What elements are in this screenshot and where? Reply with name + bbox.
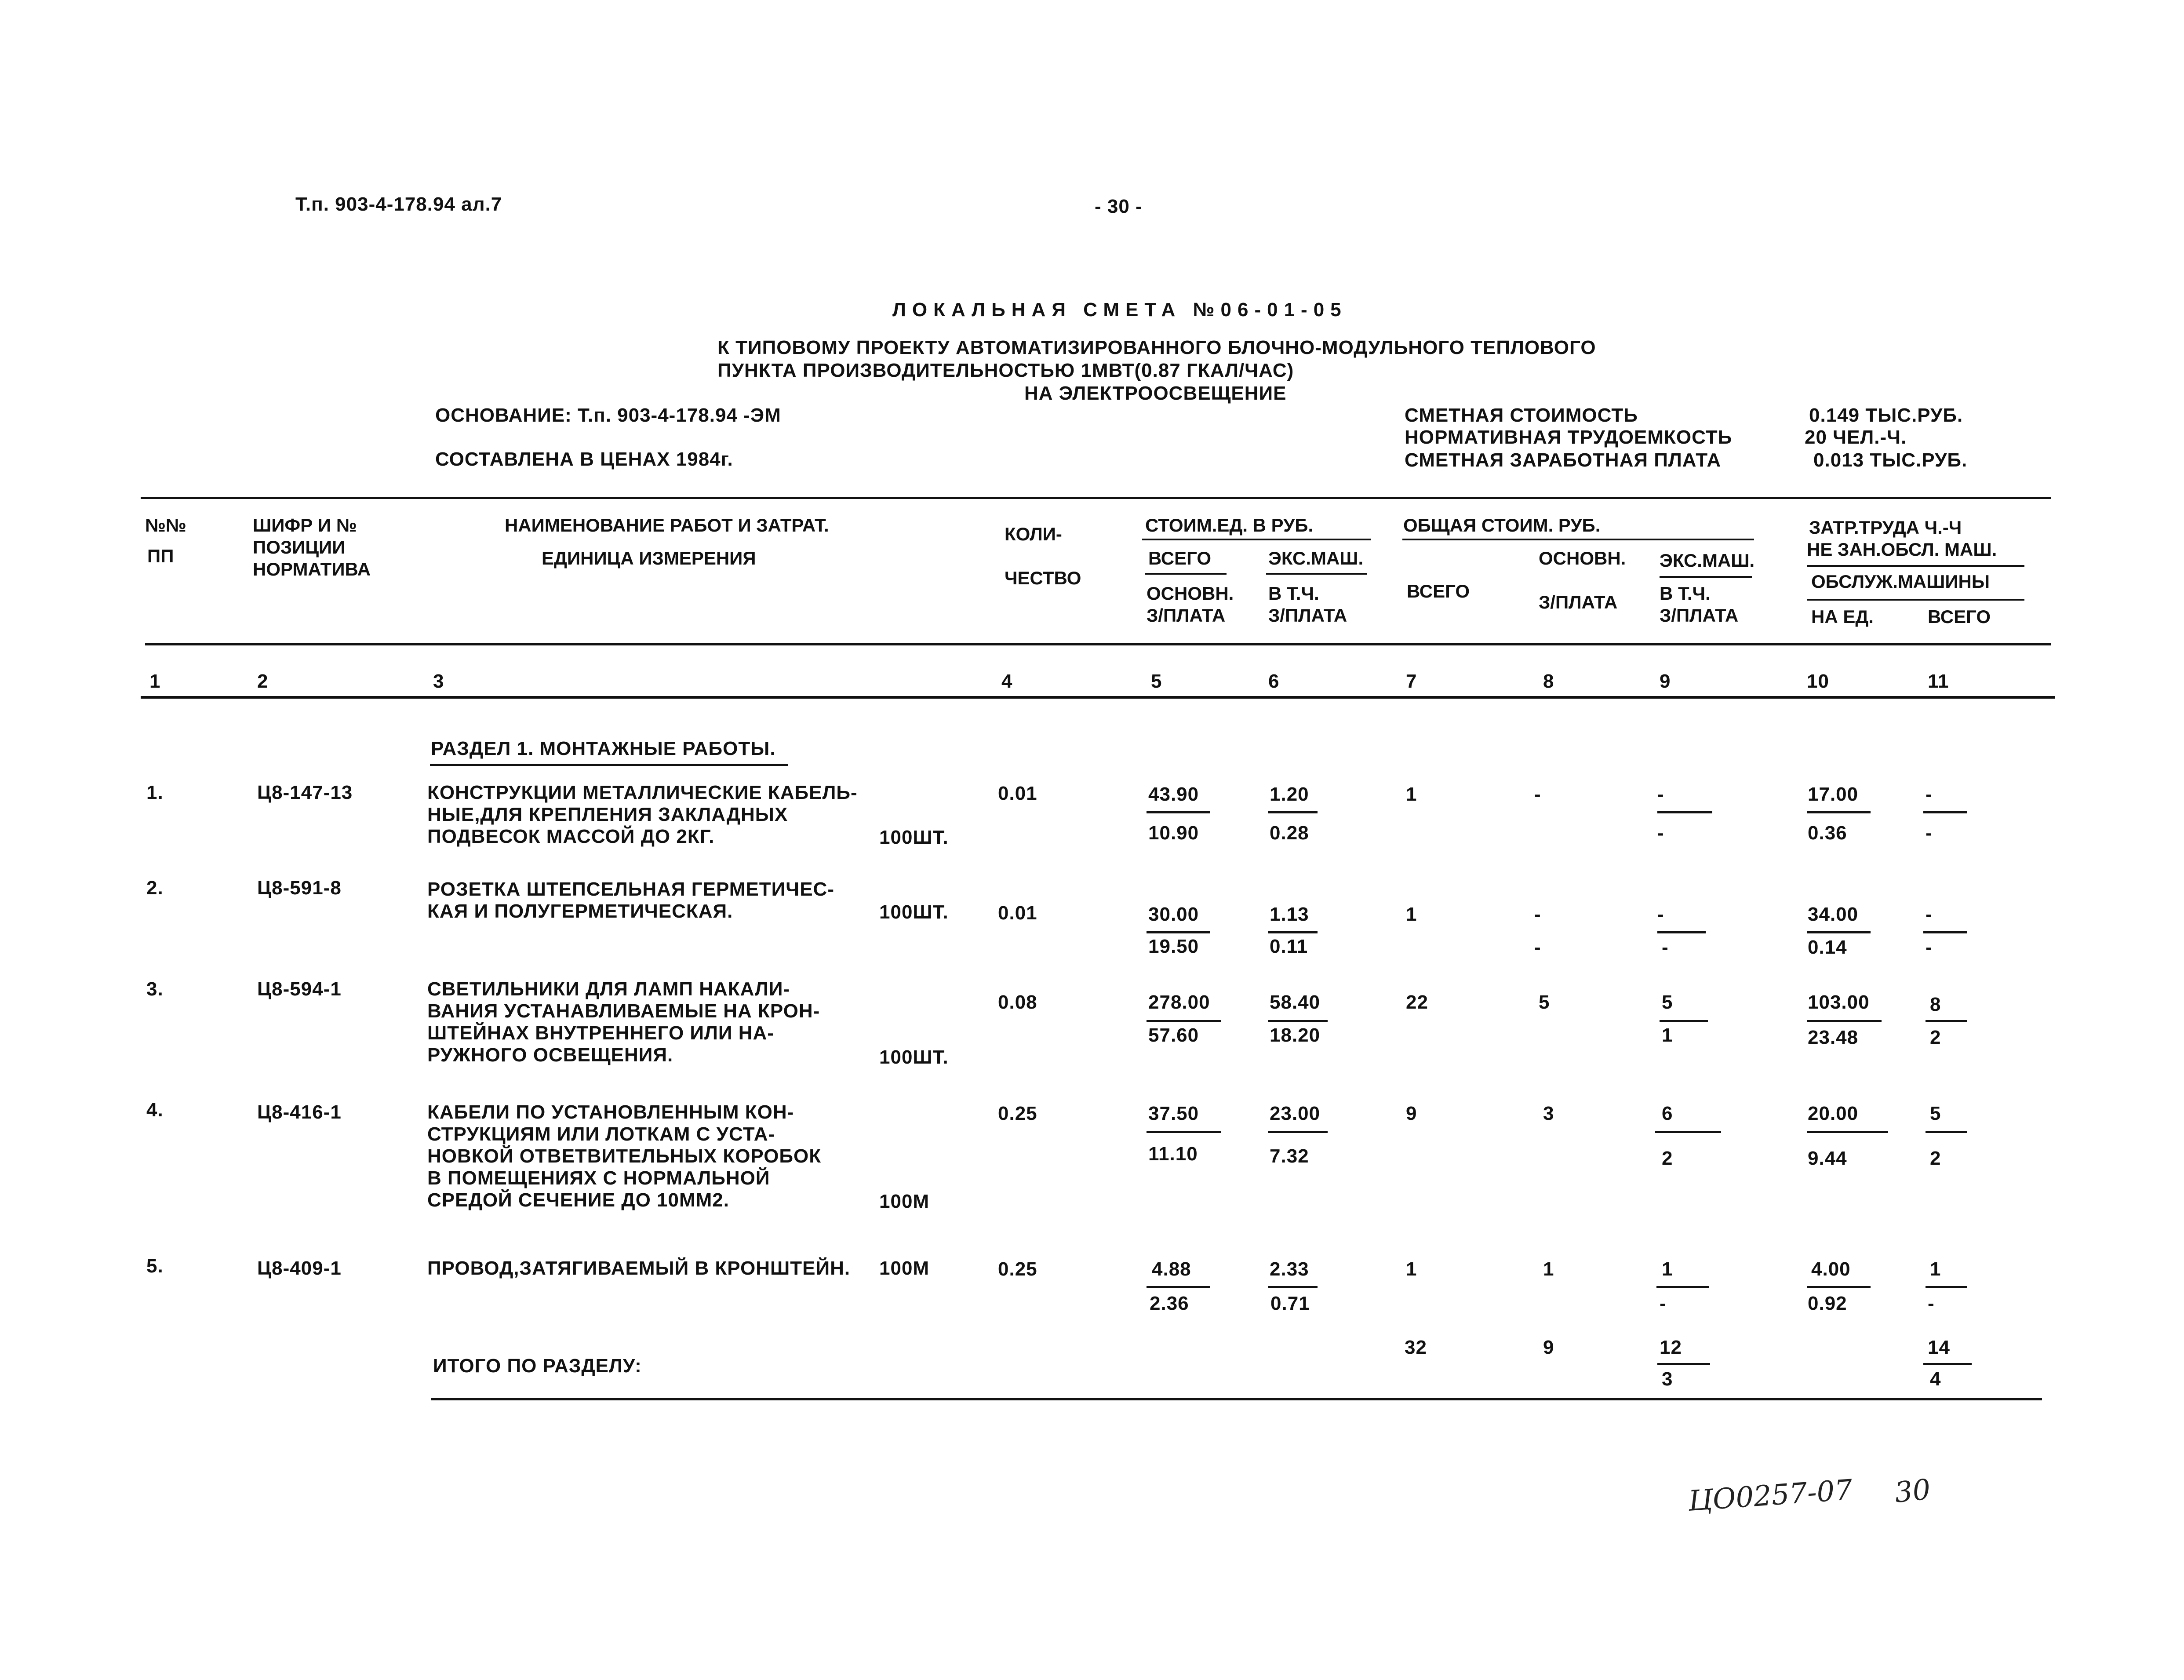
row-qty: 0.25 [998,1103,1037,1124]
handwritten-page: 30 [1893,1473,1933,1510]
page-number: - 30 - [1095,196,1143,217]
total-c9-bottom: 3 [1662,1368,1673,1390]
row-number: 2. [146,877,164,899]
c10-bottom: 0.14 [1808,937,1847,958]
row-unit: 100ШТ. [879,827,949,848]
row-name: ПРОВОД,ЗАТЯГИВАЕМЫЙ В КРОНШТЕЙН. [427,1257,851,1279]
c10-fraction-line [1807,811,1871,813]
c9-top: 5 [1662,991,1673,1013]
table-top-rule [141,497,2051,499]
labor-value: 20 ЧЕЛ.-Ч. [1805,426,1907,448]
c6-top: 1.20 [1270,784,1309,805]
c9-bottom: 2 [1662,1148,1673,1169]
subtitle-line-3: НА ЭЛЕКТРООСВЕЩЕНИЕ [1024,383,1287,404]
subtitle-line-1: К ТИПОВОМУ ПРОЕКТУ АВТОМАТИЗИРОВАННОГО БЛОЧНО-МОДУЛЬНОГО ТЕПЛОВОГО [717,337,1596,358]
doc-reference: Т.п. 903-4-178.94 ал.7 [295,193,502,215]
c6-fraction-line [1268,1131,1328,1133]
row-unit: 100ШТ. [879,901,949,923]
section-title: РАЗДЕЛ 1. МОНТАЖНЫЕ РАБОТЫ. [431,738,776,759]
col2-header: ШИФР И № ПОЗИЦИИ НОРМАТИВА [253,515,371,579]
c6-top: 58.40 [1270,991,1321,1013]
total-label: ИТОГО ПО РАЗДЕЛУ: [433,1355,642,1377]
c6-bottom: 0.28 [1270,822,1309,844]
c10-bottom: 0.92 [1808,1293,1847,1314]
col11-header: ВСЕГО [1928,606,1991,627]
c9-top: - [1657,784,1664,805]
c10-top: 103.00 [1808,991,1870,1013]
c11-top: - [1926,904,1933,925]
labor-group-rule-2 [1807,599,2024,601]
c6-bottom: 0.11 [1270,936,1308,957]
total-c11-top: 14 [1928,1337,1950,1358]
c8-value: 3 [1543,1103,1554,1124]
c8-bottom: - [1534,937,1541,958]
c5-top: 43.90 [1148,784,1199,805]
c8-value: - [1534,784,1541,805]
row-number: 1. [146,782,164,803]
wage-label: СМЕТНАЯ ЗАРАБОТНАЯ ПЛАТА [1405,449,1722,471]
c6-fraction-line [1268,1286,1318,1288]
c10-bottom: 23.48 [1808,1027,1859,1048]
column-number-9: 9 [1660,671,1671,692]
row-name: КОНСТРУКЦИИ МЕТАЛЛИЧЕСКИЕ КАБЕЛЬ- НЫЕ,ДЛЯ КРЕПЛЕНИЯ ЗАКЛАДНЫХ ПОДВЕСОК МАССОЙ ДО 2КГ. [427,782,858,847]
c6-bottom: 0.71 [1270,1293,1310,1314]
column-number-10: 10 [1807,671,1829,692]
c5-fraction-line [1147,1286,1210,1288]
c9-fraction-line [1657,931,1706,933]
col6-header-b: В Т.Ч. З/ПЛАТА [1268,583,1347,626]
c7-value: 1 [1406,1258,1417,1280]
c5-bottom: 19.50 [1148,936,1199,957]
c11-top: 5 [1930,1103,1941,1124]
c9-fraction-line [1656,1286,1709,1288]
unit-cost-group-rule [1142,539,1371,540]
column-number-4: 4 [1001,671,1013,692]
c11-bottom: 2 [1930,1027,1941,1048]
c5-top: 4.88 [1152,1258,1191,1280]
col8-header: ОСНОВН. З/ПЛАТА [1539,548,1626,612]
c10-fraction-line [1807,1286,1871,1288]
column-number-8: 8 [1543,671,1554,692]
c10-fraction-line [1807,1131,1888,1133]
col5-header-b: ОСНОВН. З/ПЛАТА [1147,583,1234,626]
col5-header-rule [1145,573,1227,575]
c9-bottom: - [1660,1293,1667,1314]
c11-fraction-line [1926,1286,1967,1288]
c5-fraction-line [1147,1131,1221,1133]
c6-top: 23.00 [1270,1103,1321,1124]
c11-bottom: - [1928,1293,1935,1314]
c7-value: 1 [1406,784,1417,805]
col9-header-a: ЭКС.МАШ. [1660,550,1755,571]
c5-fraction-line [1147,811,1210,813]
c11-bottom: - [1926,937,1933,958]
unit-cost-group-header: СТОИМ.ЕД. В РУБ. [1145,515,1314,536]
col1-header-a: №№ [145,515,186,536]
labor-group-rule-1 [1807,565,2024,567]
c9-fraction-line [1657,811,1712,813]
c9-fraction-line [1655,1131,1721,1133]
c6-fraction-line [1268,1020,1328,1022]
price-basis: СОСТАВЛЕНА В ЦЕНАХ 1984г. [435,448,733,470]
total-c8: 9 [1543,1337,1554,1358]
row-number: 3. [146,978,164,1000]
c10-top: 20.00 [1808,1103,1859,1124]
wage-value: 0.013 ТЫС.РУБ. [1813,449,1968,471]
column-numbers-rule [141,696,2055,699]
column-number-3: 3 [433,671,444,692]
col3-header-b: ЕДИНИЦА ИЗМЕРЕНИЯ [542,548,756,569]
labor-group-header-3: ОБСЛУЖ.МАШИНЫ [1811,571,1990,592]
column-number-7: 7 [1406,671,1417,692]
c5-top: 278.00 [1148,991,1210,1013]
c8-value: 1 [1543,1258,1554,1280]
row-code: Ц8-594-1 [257,978,342,1000]
c6-bottom: 18.20 [1270,1024,1321,1046]
basis: ОСНОВАНИЕ: Т.п. 903-4-178.94 -ЭМ [435,405,781,426]
cost-label: СМЕТНАЯ СТОИМОСТЬ [1405,405,1638,426]
handwritten-code: ЦО0257-07 [1687,1474,1854,1518]
row-unit: 100ШТ. [879,1046,949,1068]
total-c11-bottom: 4 [1930,1368,1941,1390]
col6-header-rule [1266,573,1367,575]
row-code: Ц8-416-1 [257,1101,342,1123]
total-cost-group-rule [1402,539,1754,540]
c6-fraction-line [1268,931,1318,933]
c10-fraction-line [1807,1020,1882,1022]
labor-group-header-2: НЕ ЗАН.ОБСЛ. МАШ. [1807,539,1997,560]
c10-top: 17.00 [1808,784,1859,805]
c11-fraction-line [1923,931,1967,933]
total-c11-fraction-line [1923,1363,1972,1365]
col5-header-a: ВСЕГО [1148,548,1212,569]
c6-bottom: 7.32 [1270,1145,1309,1167]
total-cost-group-header: ОБЩАЯ СТОИМ. РУБ. [1403,515,1601,536]
col10-header: НА ЕД. [1811,606,1874,627]
row-qty: 0.08 [998,991,1037,1013]
column-number-11: 11 [1928,671,1949,692]
c10-top: 4.00 [1811,1258,1851,1280]
total-c9-fraction-line [1657,1363,1710,1365]
c11-fraction-line [1923,811,1967,813]
row-unit: 100М [879,1191,930,1212]
column-number-6: 6 [1268,671,1280,692]
c5-top: 37.50 [1148,1103,1199,1124]
doc-title: ЛОКАЛЬНАЯ СМЕТА №06-01-05 [892,299,1347,321]
c9-bottom: - [1657,822,1664,844]
header-bottom-rule [145,643,2051,645]
c10-fraction-line [1807,931,1871,933]
row-name: КАБЕЛИ ПО УСТАНОВЛЕННЫМ КОН- СТРУКЦИЯМ ИЛИ ЛОТКАМ С УСТА- НОВКОЙ ОТВЕТВИТЕЛЬНЫХ КОРОБОК В ПОМЕЩЕНИЯХ С НОРМАЛЬНОЙ СРЕДОЙ СЕЧЕНИЕ ДО 10ММ2. [427,1101,822,1211]
col6-header-a: ЭКС.МАШ. [1268,548,1364,569]
c9-top: - [1657,904,1664,925]
c5-bottom: 10.90 [1148,822,1199,844]
c11-fraction-line [1926,1131,1967,1133]
c10-bottom: 0.36 [1808,822,1847,844]
column-number-5: 5 [1151,671,1162,692]
c9-bottom: 1 [1662,1024,1673,1046]
c10-bottom: 9.44 [1808,1148,1847,1169]
c11-top: 1 [1930,1258,1941,1280]
c9-top: 1 [1662,1258,1673,1280]
c8-value: 5 [1539,991,1550,1013]
c5-fraction-line [1147,931,1210,933]
c11-bottom: - [1926,822,1933,844]
c5-bottom: 11.10 [1148,1143,1198,1165]
c11-fraction-line [1926,1020,1967,1022]
c7-value: 22 [1406,991,1428,1013]
row-unit: 100М [879,1257,930,1279]
subtitle-line-2: ПУНКТА ПРОИЗВОДИТЕЛЬНОСТЬЮ 1МВТ(0.87 ГКАЛ/ЧАС) [717,360,1294,381]
c7-value: 9 [1406,1103,1417,1124]
col9-header-b: В Т.Ч. З/ПЛАТА [1660,583,1739,626]
row-qty: 0.01 [998,902,1037,924]
c10-top: 34.00 [1808,904,1859,925]
row-code: Ц8-147-13 [257,782,353,803]
row-number: 4. [146,1099,164,1121]
row-qty: 0.01 [998,783,1037,804]
table-bottom-rule [431,1398,2042,1400]
row-code: Ц8-409-1 [257,1257,342,1279]
c6-top: 1.13 [1270,904,1309,925]
c7-value: 1 [1406,904,1417,925]
c11-top: - [1926,784,1933,805]
c5-bottom: 57.60 [1148,1024,1199,1046]
c9-bottom: - [1662,937,1669,958]
row-qty: 0.25 [998,1258,1037,1280]
col4-header: КОЛИ- ЧЕСТВО [1005,524,1081,588]
total-c9-top: 12 [1660,1337,1682,1358]
c6-top: 2.33 [1270,1258,1309,1280]
row-code: Ц8-591-8 [257,877,342,899]
col9-header-rule [1660,576,1752,578]
section-title-underline [430,764,788,766]
c11-bottom: 2 [1930,1148,1941,1169]
row-number: 5. [146,1255,164,1277]
col3-header-a: НАИМЕНОВАНИЕ РАБОТ И ЗАТРАТ. [505,515,829,536]
c11-top: 8 [1930,994,1941,1015]
c5-top: 30.00 [1148,904,1199,925]
total-c7: 32 [1405,1337,1427,1358]
c8-value: - [1534,904,1541,925]
c9-top: 6 [1662,1103,1673,1124]
c9-fraction-line [1660,1020,1708,1022]
row-name: РОЗЕТКА ШТЕПСЕЛЬНАЯ ГЕРМЕТИЧЕС- КАЯ И ПОЛУГЕРМЕТИЧЕСКАЯ. [427,878,834,922]
row-name: СВЕТИЛЬНИКИ ДЛЯ ЛАМП НАКАЛИ- ВАНИЯ УСТАНАВЛИВАЕМЫЕ НА КРОН- ШТЕЙНАХ ВНУТРЕННЕГО ИЛИ НА- РУЖНОГО ОСВЕЩЕНИЯ. [427,978,820,1066]
col1-header-b: ПП [147,546,174,566]
c5-fraction-line [1147,1020,1221,1022]
column-number-1: 1 [149,671,161,692]
cost-value: 0.149 ТЫС.РУБ. [1809,405,1963,426]
labor-group-header-1: ЗАТР.ТРУДА Ч.-Ч [1809,517,1962,538]
labor-label: НОРМАТИВНАЯ ТРУДОЕМКОСТЬ [1405,426,1733,448]
col7-header: ВСЕГО [1407,581,1470,601]
c5-bottom: 2.36 [1150,1293,1189,1314]
c6-fraction-line [1268,811,1318,813]
column-number-2: 2 [257,671,269,692]
